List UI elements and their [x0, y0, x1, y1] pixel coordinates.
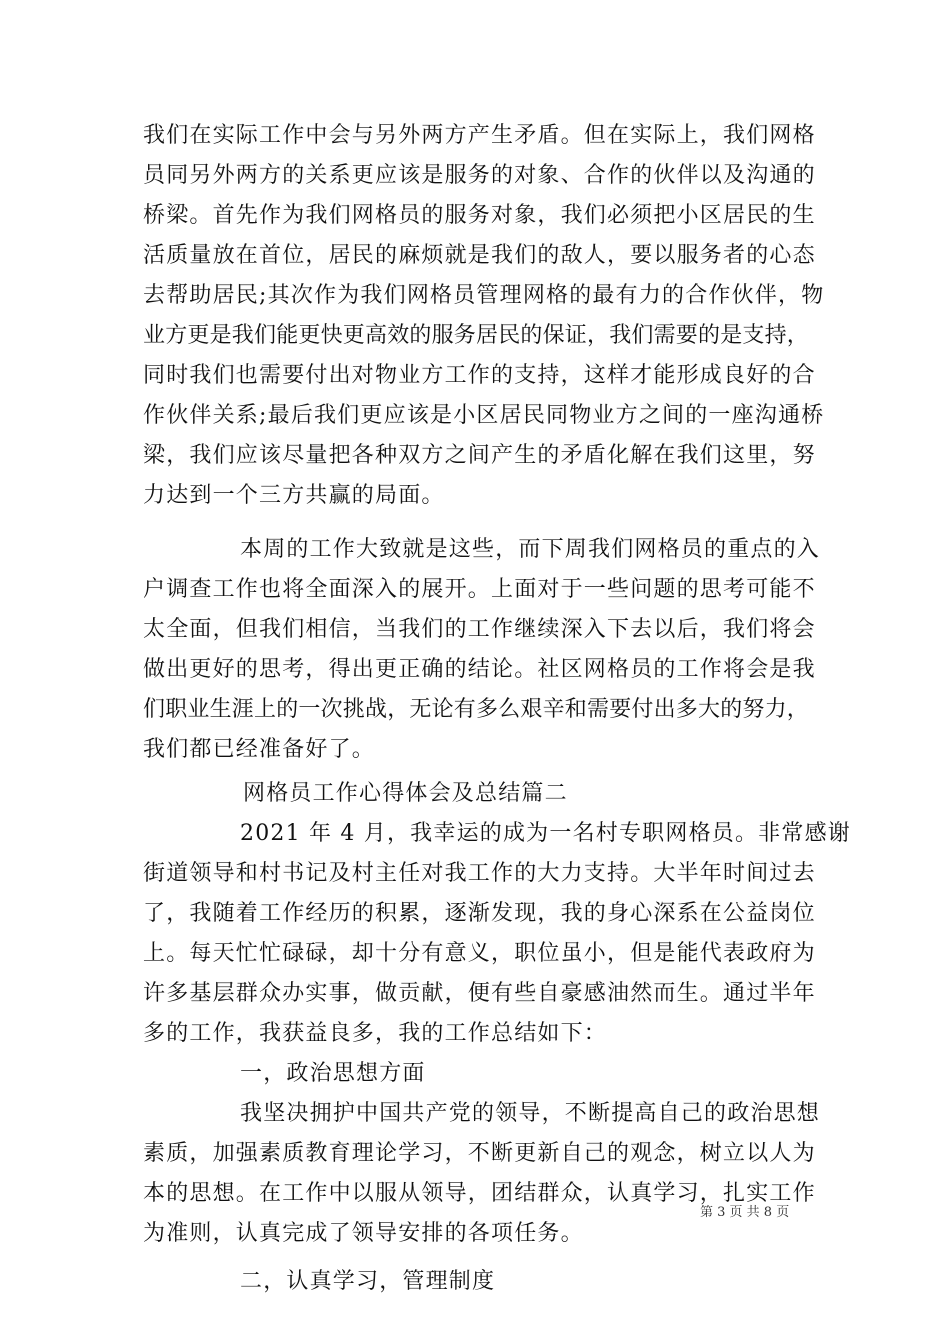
- text-line: 业方更是我们能更快更高效的服务居民的保证，我们需要的是支持，: [143, 323, 810, 348]
- paragraph-4: [143, 1094, 821, 1254]
- text-line: 上。每天忙忙碌碌，却十分有意义，职位虽小，但是能代表政府为: [143, 941, 816, 966]
- paragraph-1: [143, 116, 825, 516]
- text-line: 许多基层群众办实事，做贡献，便有些自豪感油然而生。通过半年: [143, 981, 816, 1006]
- text-line: 为准则，认真完成了领导安排的各项任务。: [143, 1221, 584, 1246]
- text-line: 桥梁。首先作为我们网格员的服务对象，我们必须把小区居民的生: [143, 203, 816, 228]
- text-line: 素质，加强素质教育理论学习，不断更新自己的观念，树立以人为: [143, 1141, 816, 1166]
- subheading-study: 二，认真学习，管理制度: [240, 1269, 496, 1294]
- text-line: 户调查工作也将全面深入的展开。上面对于一些问题的思考可能不: [143, 577, 816, 602]
- text-line: 了，我随着工作经历的积累，逐渐发现，我的身心深系在公益岗位: [143, 901, 816, 926]
- section-title: 网格员工作心得体会及总结篇二: [243, 781, 568, 806]
- text-line: 2021 年 4 月，我幸运的成为一名村专职网格员。非常感谢: [240, 821, 851, 846]
- text-line: 去帮助居民;其次作为我们网格员管理网格的最有力的合作伙伴，物: [143, 283, 825, 308]
- text-line: 同时我们也需要付出对物业方工作的支持，这样才能形成良好的合: [143, 363, 816, 388]
- text-line: 多的工作，我获益良多，我的工作总结如下：: [143, 1021, 608, 1046]
- paragraph-3: [143, 814, 851, 1054]
- text-line: 本周的工作大致就是这些，而下周我们网格员的重点的入: [240, 537, 821, 562]
- text-line: 本的思想。在工作中以服从领导，团结群众，认真学习，扎实工作: [143, 1181, 816, 1206]
- text-line: 活质量放在首位，居民的麻烦就是我们的敌人，要以服务者的心态: [143, 243, 816, 268]
- page-number: 第 3 页 共 8 页: [700, 1205, 790, 1220]
- text-line: 我们在实际工作中会与另外两方产生矛盾。但在实际上，我们网格: [143, 123, 816, 148]
- text-line: 太全面，但我们相信，当我们的工作继续深入下去以后，我们将会: [143, 617, 816, 642]
- text-line: 作伙伴关系;最后我们更应该是小区居民同物业方之间的一座沟通桥: [143, 403, 825, 428]
- text-line: 街道领导和村书记及村主任对我工作的大力支持。大半年时间过去: [143, 861, 816, 886]
- subheading-political: 一，政治思想方面: [240, 1061, 426, 1086]
- text-line: 我坚决拥护中国共产党的领导，不断提高自己的政治思想: [240, 1101, 821, 1126]
- text-line: 做出更好的思考，得出更正确的结论。社区网格员的工作将会是我: [143, 657, 816, 682]
- document-body: [143, 116, 851, 1302]
- paragraph-2: [143, 530, 821, 770]
- text-line: 梁，我们应该尽量把各种双方之间产生的矛盾化解在我们这里，努: [143, 443, 816, 468]
- text-line: 力达到一个三方共赢的局面。: [143, 483, 445, 508]
- text-line: 们职业生涯上的一次挑战，无论有多么艰辛和需要付出多大的努力，: [143, 697, 810, 722]
- text-line: 员同另外两方的关系更应该是服务的对象、合作的伙伴以及沟通的: [143, 163, 816, 188]
- text-line: 我们都已经准备好了。: [143, 737, 376, 762]
